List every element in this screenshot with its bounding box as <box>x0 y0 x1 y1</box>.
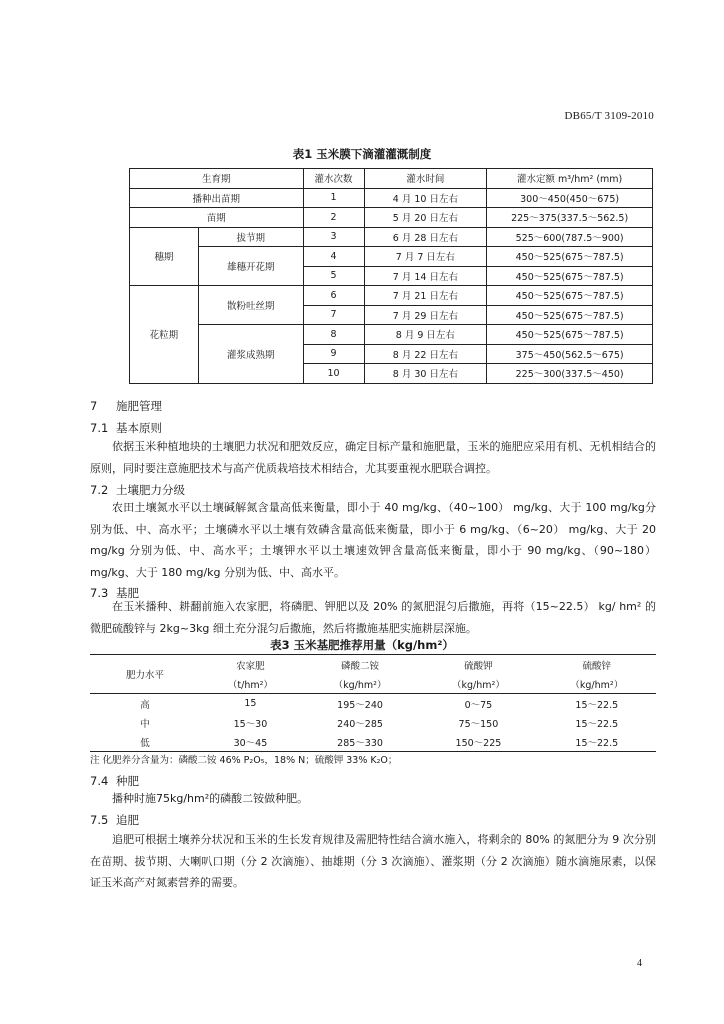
paragraph <box>90 596 656 639</box>
subsection-number: 7.5 <box>90 813 109 827</box>
col-unit: （kg/hm²） <box>538 674 656 694</box>
col-unit: （kg/hm²） <box>419 674 537 694</box>
col-header: 灌水时间 <box>364 169 487 189</box>
cell-substage: 雄穗开花期 <box>198 247 303 286</box>
cell-substage: 灌浆成熟期 <box>198 325 303 384</box>
table3-caption: 表3 玉米基肥推荐用量（kg/hm²） <box>270 638 454 652</box>
paragraph-text: 追肥可根据土壤养分状况和玉米的生长发育规律及需肥特性结合滴水施入，将剩余的 80% 的氮肥分为 9 次分别在苗期、拔节期、大喇叭口期（分 2 次滴施）、抽雄期（分 3 次滴施）、灌浆期（分 2 次滴施）随水滴施尿素，以保证玉米高产对氮素营养的需要。 <box>90 833 656 889</box>
cell-level: 中 <box>140 718 150 730</box>
document-code: DB65/T 3109-2010 <box>564 110 654 122</box>
cell-substage: 拔节期 <box>198 227 303 247</box>
page-number: 4 <box>637 958 642 969</box>
cell-value: 150～225 <box>419 732 537 752</box>
irrigation-schedule-table <box>129 168 653 384</box>
table-row <box>90 732 656 752</box>
cell-time: 5 月 20 日左右 <box>364 208 487 228</box>
cell-quota: 300～450(450～675) <box>487 188 653 208</box>
subsection-number: 7.2 <box>90 483 109 497</box>
col-header: 硫酸锌 <box>538 655 656 675</box>
cell-quota: 450～525(675～787.5) <box>487 247 653 267</box>
cell-quota: 450～525(675～787.5) <box>487 286 653 306</box>
table1-caption: 表1 玉米膜下滴灌灌溉制度 <box>292 147 432 161</box>
cell-time: 7 月 14 日左右 <box>364 266 487 286</box>
paragraph-text: 在玉米播种、耕翻前施入农家肥，将磷肥、钾肥以及 20% 的氮肥混匀后撒施，再将（15~22.5） kg/ hm² 的微肥硫酸锌与 2kg~3kg 细土充分混匀后撒施，然后将撒施基肥实施耕层深施。 <box>90 600 656 635</box>
cell-quota: 225～300(337.5～450) <box>487 364 653 384</box>
row-header: 肥力水平 <box>90 655 200 694</box>
paragraph-text: 依据玉米种植地块的土壤肥力状况和肥效反应，确定目标产量和施肥量，玉米的施肥应采用有机、无机相结合的原则，同时要注意施肥技术与高产优质栽培技术相结合，尤其要重视水肥联合调控。 <box>90 440 656 475</box>
table-header-row <box>130 169 653 189</box>
table-row <box>90 713 656 732</box>
table-row <box>130 188 653 208</box>
cell-count: 4 <box>303 247 364 267</box>
cell-value: 15～22.5 <box>575 718 619 730</box>
subsection-heading <box>90 482 185 498</box>
cell-quota: 450～525(675～787.5) <box>487 305 653 325</box>
subsection-number: 7.1 <box>90 421 109 435</box>
cell-time: 8 月 22 日左右 <box>364 344 487 364</box>
paragraph <box>90 436 656 479</box>
cell-count: 5 <box>303 266 364 286</box>
cell-count: 10 <box>303 364 364 384</box>
cell-period: 苗期 <box>130 208 304 228</box>
subsection-title: 基肥 <box>116 586 139 600</box>
paragraph-text: 农田土壤氮水平以土壤碱解氮含量高低来衡量，即小于 40 mg/kg、（40~100） mg/kg、大于 100 mg/kg分别为低、中、高水平；土壤磷水平以土壤有效磷含量高低来衡量，即小于 6 mg/kg、（6~20） mg/kg、大于 20 mg/kg 分别为低、中、高水平；土壤钾水平以土壤速效钾含量高低来衡量，即小于 90 mg/kg、（90~180） mg/kg、大于 180 mg/kg 分别为低、中、高水平。 <box>90 501 656 579</box>
cell-count: 6 <box>303 286 364 306</box>
cell-count: 7 <box>303 305 364 325</box>
subsection-number: 7.3 <box>90 586 109 600</box>
subsection-title: 基本原则 <box>116 421 162 435</box>
cell-count: 1 <box>303 188 364 208</box>
section-number: 7 <box>90 399 98 413</box>
cell-time: 7 月 7 日左右 <box>364 247 487 267</box>
cell-quota: 450～525(675～787.5) <box>487 325 653 345</box>
table-row <box>90 694 656 714</box>
cell-value: 15 <box>244 698 257 709</box>
cell-period: 播种出苗期 <box>130 188 304 208</box>
cell-time: 7 月 29 日左右 <box>364 305 487 325</box>
section-heading <box>90 398 162 414</box>
cell-quota: 375～450(562.5～675) <box>487 344 653 364</box>
col-header: 农家肥 <box>200 655 301 675</box>
cell-value: 195～240 <box>337 699 383 711</box>
cell-value: 0～75 <box>464 699 493 711</box>
cell-value: 30～45 <box>200 732 301 752</box>
col-unit: （t/hm²） <box>200 674 301 694</box>
cell-count: 2 <box>303 208 364 228</box>
paragraph <box>90 788 656 810</box>
cell-time: 6 月 28 日左右 <box>364 227 487 247</box>
cell-level: 低 <box>90 732 200 752</box>
table-header-row <box>90 655 656 675</box>
cell-value: 240～285 <box>337 718 383 730</box>
table-row <box>130 227 653 247</box>
table-row <box>130 247 653 267</box>
col-header: 灌水定额 m³/hm² (mm) <box>487 169 653 189</box>
col-unit: （kg/hm²） <box>301 674 419 694</box>
paragraph-text: 播种时施75kg/hm²的磷酸二铵做种肥。 <box>112 792 309 805</box>
subsection-title: 追肥 <box>116 813 139 827</box>
subsection-number: 7.4 <box>90 774 109 788</box>
cell-count: 8 <box>303 325 364 345</box>
paragraph <box>90 829 656 894</box>
table3-note: 注 化肥养分含量为：磷酸二铵 46% P₂O₅，18% N；硫酸钾 33% K₂O； <box>90 755 398 766</box>
cell-stage: 花粒期 <box>130 286 199 384</box>
col-header: 生育期 <box>130 169 304 189</box>
cell-time: 7 月 21 日左右 <box>364 286 487 306</box>
subsection-heading <box>90 773 139 789</box>
base-fertilizer-table <box>90 654 656 752</box>
cell-quota: 450～525(675～787.5) <box>487 266 653 286</box>
cell-level: 高 <box>140 699 150 711</box>
cell-quota: 225～375(337.5～562.5) <box>487 208 653 228</box>
cell-value: 15～22.5 <box>538 732 656 752</box>
cell-quota: 525～600(787.5～900) <box>487 227 653 247</box>
subsection-title: 种肥 <box>116 774 139 788</box>
cell-time: 4 月 10 日左右 <box>364 188 487 208</box>
cell-time: 8 月 30 日左右 <box>364 364 487 384</box>
cell-substage: 散粉吐丝期 <box>198 286 303 325</box>
cell-time: 8 月 9 日左右 <box>364 325 487 345</box>
subsection-title: 土壤肥力分级 <box>116 483 185 497</box>
cell-count: 3 <box>303 227 364 247</box>
col-header: 磷酸二铵 <box>301 655 419 675</box>
cell-value: 285～330 <box>301 732 419 752</box>
cell-value: 75～150 <box>458 718 499 730</box>
cell-value: 15～22.5 <box>575 699 619 711</box>
cell-stage: 穗期 <box>130 227 199 286</box>
table-row <box>130 286 653 306</box>
table-row <box>130 325 653 345</box>
col-header: 灌水次数 <box>303 169 364 189</box>
paragraph <box>90 497 656 583</box>
section-title: 施肥管理 <box>116 399 162 413</box>
col-header: 硫酸钾 <box>419 655 537 675</box>
subsection-heading <box>90 812 139 828</box>
table-row <box>130 208 653 228</box>
subsection-heading <box>90 420 162 436</box>
cell-count: 9 <box>303 344 364 364</box>
cell-value: 15～30 <box>233 718 268 730</box>
